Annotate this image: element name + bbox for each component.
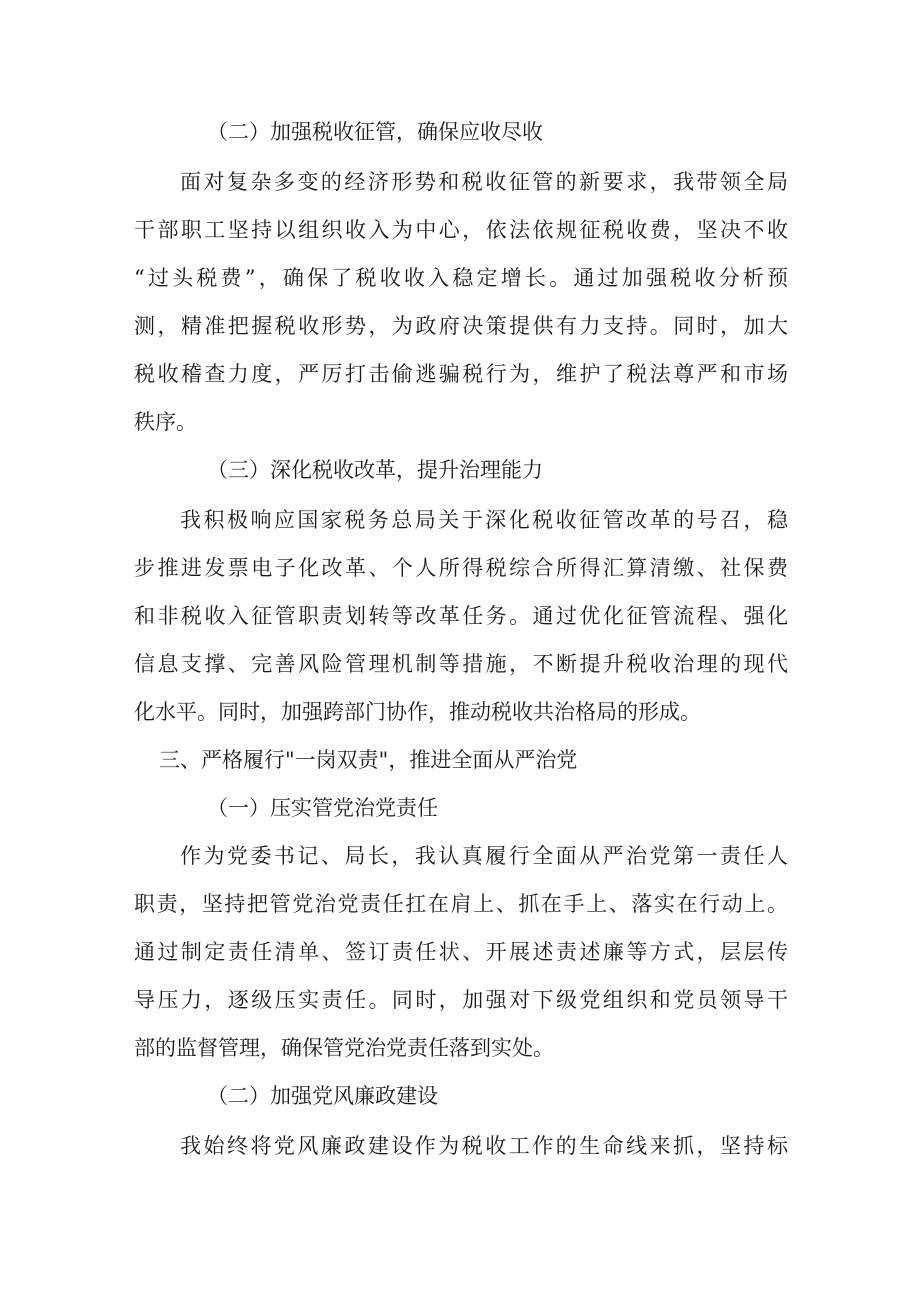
paragraph-line: 秩序。 (134, 410, 197, 434)
paragraph-line: 通过制定责任清单、签订责任状、开展述责述廉等方式，层层传 (134, 940, 788, 964)
paragraph-line: 职责，坚持把管党治党责任扛在肩上、抓在手上、落实在行动上。 (134, 892, 788, 916)
paragraph-line: 干部职工坚持以组织收入为中心，依法依规征税收费，坚决不收 (134, 218, 788, 242)
paragraph-line: 部的监督管理，确保管党治党责任落到实处。 (134, 1036, 554, 1060)
section-heading: （二）加强税收征管，确保应收尽收 (207, 120, 543, 144)
paragraph-line: “过头税费”，确保了税收收入稳定增长。通过加强税收分析预 (134, 266, 788, 290)
section-heading: （二）加强党风廉政建设 (207, 1084, 438, 1108)
paragraph-line: 信息支撑、完善风险管理机制等措施，不断提升税收治理的现代 (134, 652, 788, 676)
chapter-heading: 三、严格履行"一岗双责"，推进全面从严治党 (159, 748, 578, 772)
section-heading: （一）压实管党治党责任 (207, 796, 438, 820)
paragraph-line: 面对复杂多变的经济形势和税收征管的新要求，我带领全局 (180, 170, 788, 194)
paragraph-line: 化水平。同时，加强跨部门协作，推动税收共治格局的形成。 (134, 700, 701, 724)
paragraph-line: 导压力，逐级压实责任。同时，加强对下级党组织和党员领导干 (134, 988, 788, 1012)
paragraph-line: 作为党委书记、局长，我认真履行全面从严治党第一责任人 (180, 844, 788, 868)
paragraph-line: 税收稽查力度，严厉打击偷逃骗税行为，维护了税法尊严和市场 (134, 362, 788, 386)
paragraph-line: 和非税收入征管职责划转等改革任务。通过优化征管流程、强化 (134, 604, 788, 628)
paragraph-line: 我始终将党风廉政建设作为税收工作的生命线来抓，坚持标 (180, 1134, 788, 1158)
paragraph-line: 测，精准把握税收形势，为政府决策提供有力支持。同时，加大 (134, 314, 788, 338)
paragraph-line: 我积极响应国家税务总局关于深化税收征管改革的号召，稳 (180, 508, 788, 532)
paragraph-line: 步推进发票电子化改革、个人所得税综合所得汇算清缴、社保费 (134, 556, 788, 580)
section-heading: （三）深化税收改革，提升治理能力 (207, 458, 543, 482)
